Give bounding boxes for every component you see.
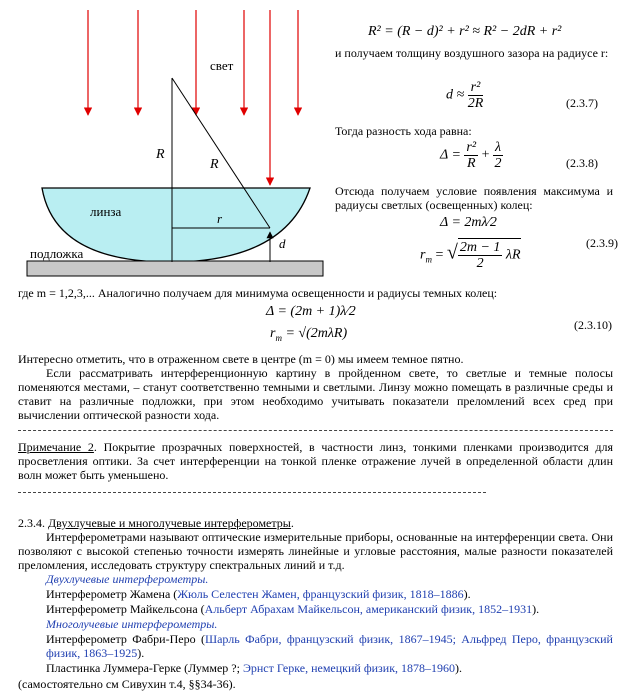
where-m-text: где m = 1,2,3,... Аналогично получаем для минимума освещенности и радиусы темных колец:	[18, 286, 498, 300]
fabry-perot-item: Интерферометр Фабри-Перо (Шарль Фабри, французский физик, 1867–1945; Альфред Перо, французский физик, 1863–1925).	[46, 632, 613, 660]
self-study-note: (самостоятельно см Сивухин т.4, §§34-36).	[18, 677, 236, 691]
two-beam-heading: Двухлучевые интерферометры.	[46, 572, 209, 586]
separator-top	[18, 430, 613, 431]
equation-2-3-10-line2: $r_m = √(2m\lambda R)$	[270, 326, 348, 343]
label-substrate: подложка	[30, 246, 84, 261]
multi-beam-heading: Многолучевые интерферометры.	[46, 617, 218, 631]
label-R-vertical: R	[156, 147, 165, 162]
paragraph-transmitted: Если рассматривать интерференционную картину в пройденном свете, то светлые и темные полосы поменяются местами, – станут соответственно темными и светлыми. Линзу можно помещать в различные среды и ставит на различные подложки, при этом необходимо учитывать показатели преломлений всех сред при вычислении оптической разности хода.	[18, 366, 613, 422]
label-light: свет	[210, 58, 234, 73]
section-title: Двухлучевые и многолучевые интерферометры	[48, 516, 291, 530]
note-2-label: Примечание 2	[18, 440, 94, 454]
label-d: d	[279, 236, 286, 251]
note-2-paragraph: Примечание 2. Покрытие прозрачных поверхностей, в частности линз, тонкими пленками производится для просветления оптики. За счет интерференции на тонкой пленке отражение лучей в определенной области длин волн может быть уменьшено.	[18, 440, 613, 482]
eq-number-2-3-9: (2.3.9)	[586, 236, 618, 250]
eq-number-2-3-8: (2.3.8)	[566, 156, 598, 170]
jamin-item: Интерферометр Жамена (Жюль Селестен Жамен, французский физик, 1818–1886).	[46, 587, 471, 601]
newton-rings-diagram	[0, 0, 340, 290]
substrate	[27, 261, 323, 276]
michelson-item: Интерферометр Майкельсона (Альберт Абрахам Майкельсон, американский физик, 1852–1931).	[46, 602, 540, 616]
intro-gap-text: и получаем толщину воздушного зазора на радиусе r:	[335, 46, 609, 60]
jamin-link[interactable]: Жюль Селестен Жамен, французский физик, 1818–1886	[177, 587, 464, 601]
max-condition-text: Отсюда получаем условие появления максимума и радиусы светлых (освещенных) колец:	[335, 184, 613, 212]
eq-number-2-3-10: (2.3.10)	[574, 318, 612, 332]
equation-top: R² = (R − d)² + r² ≈ R² − 2dR + r²	[368, 24, 562, 39]
note-dark-spot: Интересно отметить, что в отраженном свете в центре (m = 0) мы имеем темное пятно.	[18, 352, 464, 366]
lummer-gehrcke-item: Пластинка Луммера-Герке (Луммер ?; Эрнст Герке, немецкий физик, 1878–1960).	[46, 661, 463, 675]
equation-2-3-8: Δ = $\frac{\text{r²}}{R}$ + $\frac{\lambda}{2}$	[440, 140, 502, 171]
section-heading: 2.3.4. Двухлучевые и многолучевые интерферометры.	[18, 516, 294, 530]
label-R-diagonal: R	[210, 157, 219, 172]
label-lens: линза	[90, 204, 122, 219]
label-r: r	[217, 211, 223, 226]
light-rays	[88, 10, 298, 185]
path-diff-intro: Тогда разность хода равна:	[335, 124, 472, 138]
equation-2-3-7: d ≈ $\frac{\text{r²}}{2R}$	[446, 80, 484, 111]
equation-2-3-10-line1: Δ = (2m + 1)λ⁄2	[266, 304, 356, 319]
paragraph-interferometers: Интерферометрами называют оптические измерительные приборы, основанные на интерференции света. Они позволяют с высокой степенью точности измерять линейные и угловые расстояния, малые разности показателей преломления, исследовать структуру спектральных линий и т.д.	[18, 530, 613, 572]
equation-2-3-9-line1: Δ = 2mλ⁄2	[440, 215, 497, 230]
fabry-perot-link[interactable]: Шарль Фабри, французский физик, 1867–1945; Альфред Перо, французский физик, 1863–1925	[46, 632, 613, 660]
equation-2-3-9-line2: $r_m$ = √ $\frac{2m - 1}{2}$ λR	[420, 240, 521, 271]
gehrcke-link[interactable]: Эрнст Герке, немецкий физик, 1878–1960	[242, 661, 456, 675]
eq-number-2-3-7: (2.3.7)	[566, 96, 598, 110]
separator-bottom	[18, 492, 486, 493]
michelson-link[interactable]: Альберт Абрахам Майкельсон, американский физик, 1852–1931	[204, 602, 533, 616]
